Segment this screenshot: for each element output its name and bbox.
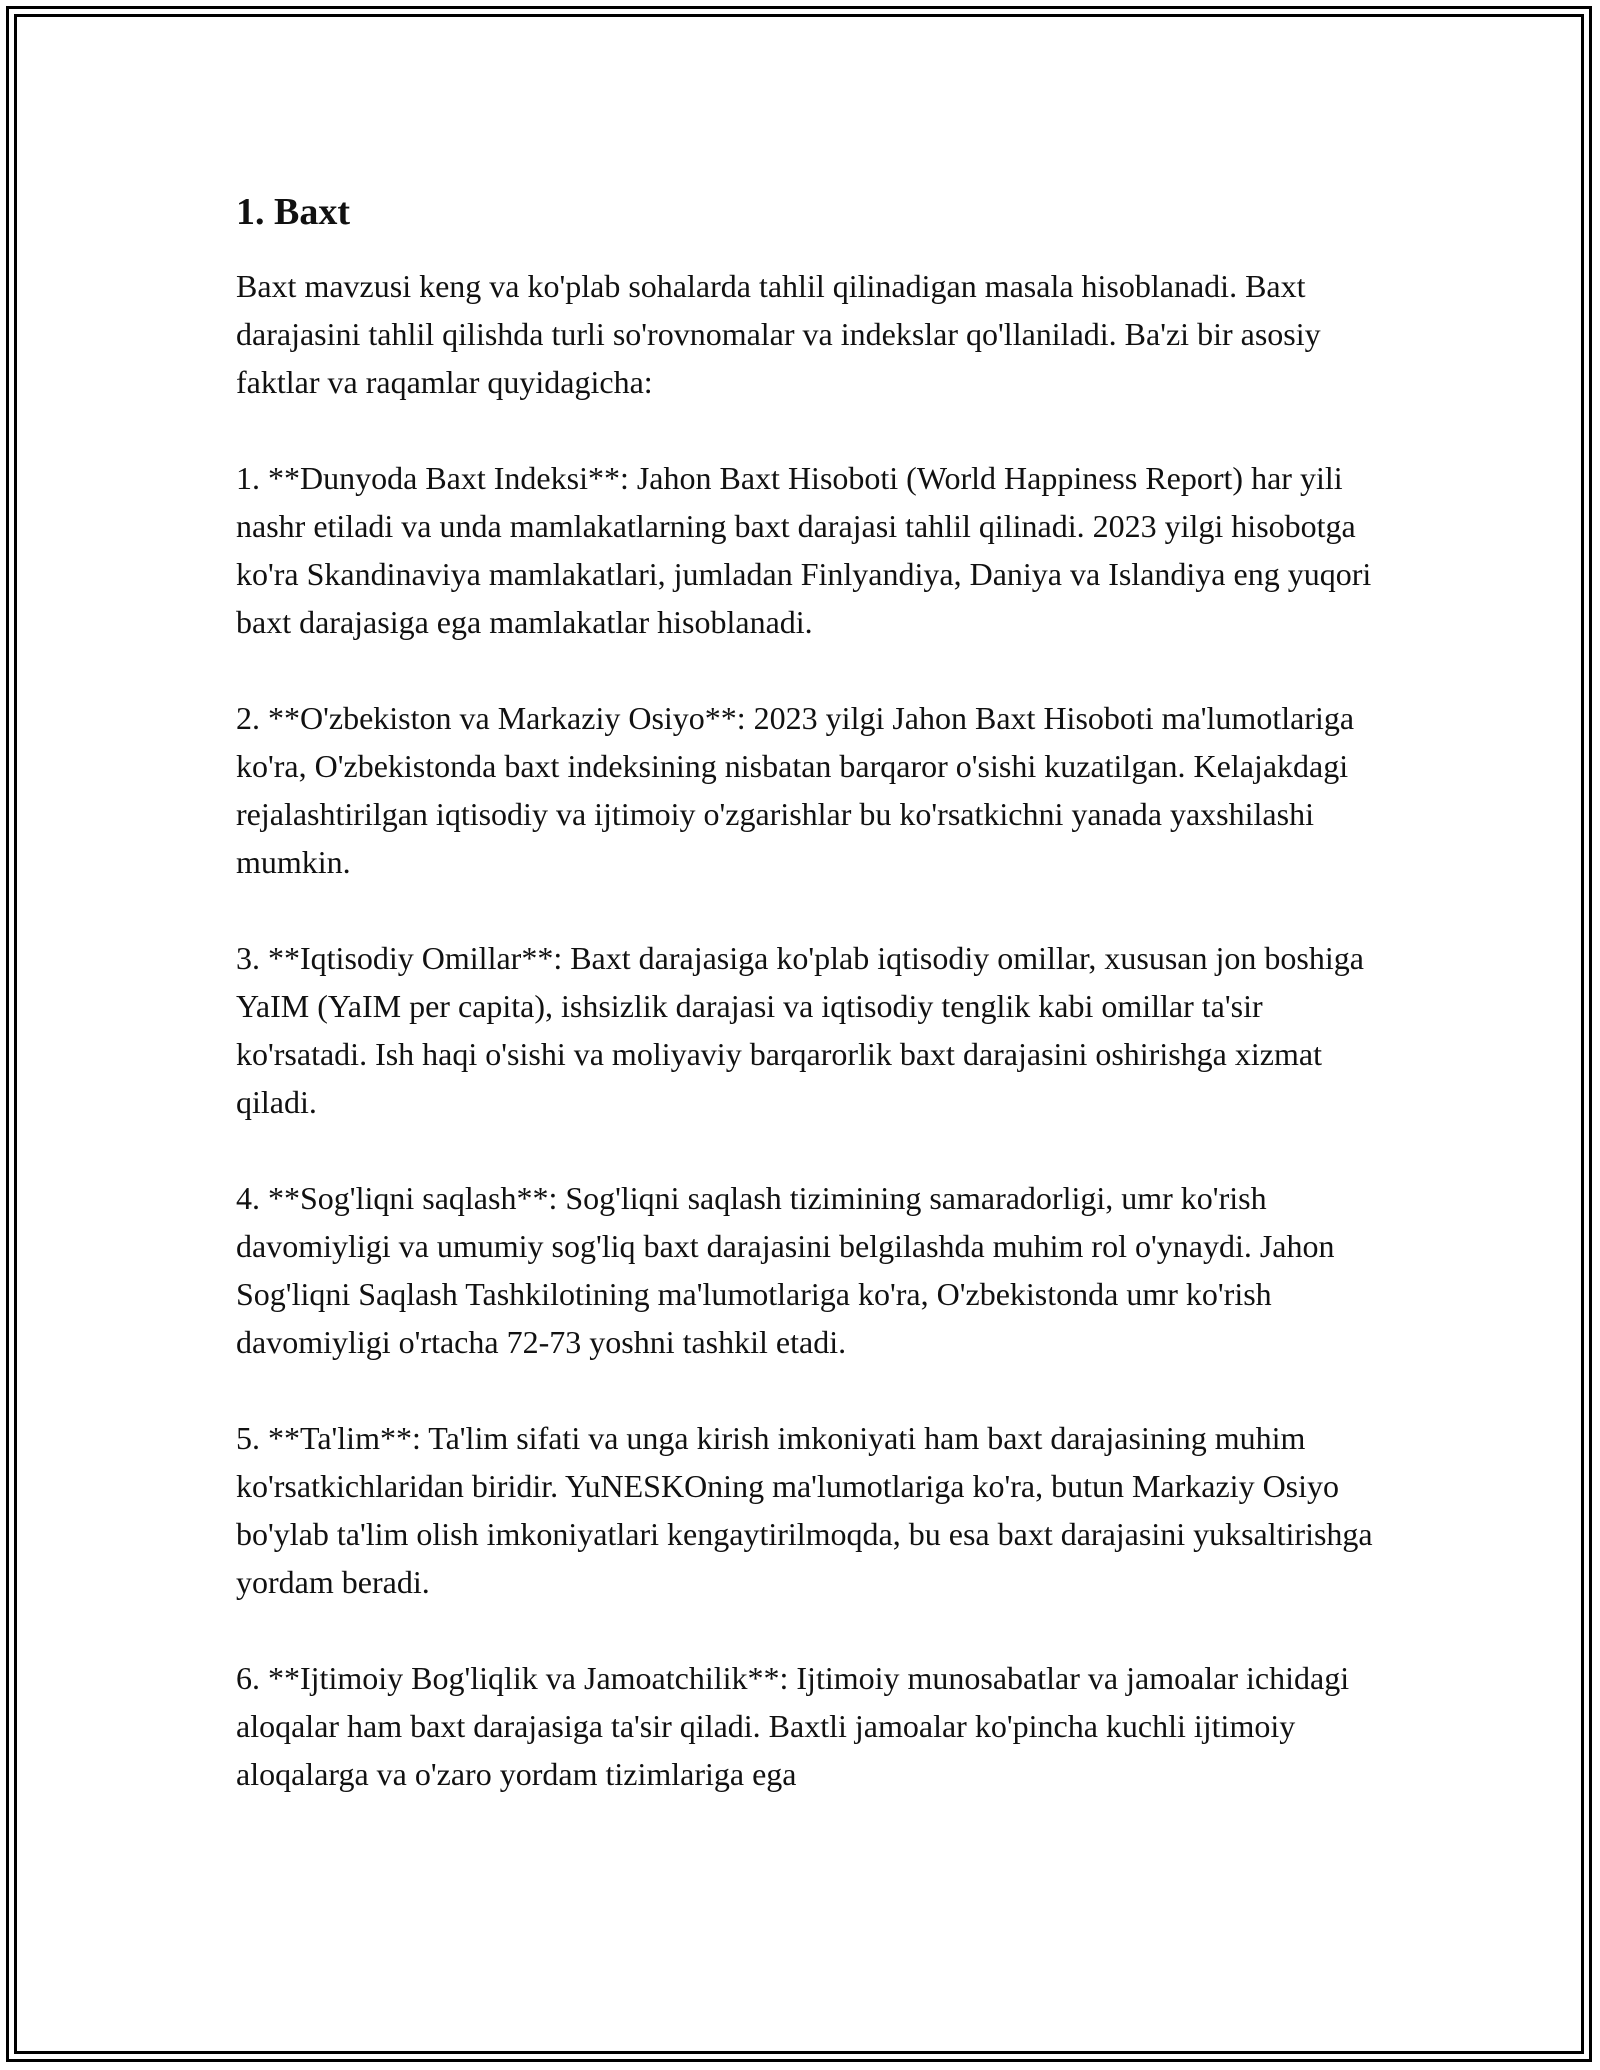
paragraph-social-connection: 6. **Ijtimoiy Bog'liqlik va Jamoatchilik**: Ijtimoiy munosabatlar va jamoalar ichidagi aloqalar ham baxt darajasiga ta'sir qiladi. Baxtli jamoalar ko'pincha kuchli ijtimoiy aloqalarga va o'zaro yordam tizimlariga ega [236,1660,1350,1792]
paragraph-education: 5. **Ta'lim**: Ta'lim sifati va unga kirish imkoniyati ham baxt darajasining muhim ko'rsatkichlaridan biridir. YuNESKOning ma'lumotlariga ko'ra, butun Markaziy Osiyo bo'ylab ta'lim olish imkoniyatlari kengaytirilmoqda, bu esa baxt darajasini yuksaltirishga yordam beradi. [236,1420,1373,1600]
paragraph-happiness-index: 1. **Dunyoda Baxt Indeksi**: Jahon Baxt Hisoboti (World Happiness Report) har yili nashr etiladi va unda mamlakatlarning baxt darajasi tahlil qilinadi. 2023 yilgi hisobotga ko'ra Skandinaviya mamlakatlari, jumladan Finlyandiya, Daniya va Islandiya eng yuqori baxt darajasiga ega mamlakatlar hisoblanadi. [236,460,1372,640]
paragraph-healthcare: 4. **Sog'liqni saqlash**: Sog'liqni saqlash tizimining samaradorligi, umr ko'rish davomiyligi va umumiy sog'liq baxt darajasini belgilashda muhim rol o'ynaydi. Jahon Sog'liqni Saqlash Tashkilotining ma'lumotlariga ko'ra, O'zbekistonda umr ko'rish davomiyligi o'rtacha 72-73 yoshni tashkil etadi. [236,1180,1335,1360]
section-heading: 1. Baxt [236,191,350,233]
paragraph-uzbekistan-central-asia: 2. **O'zbekiston va Markaziy Osiyo**: 2023 yilgi Jahon Baxt Hisoboti ma'lumotlariga ko'ra, O'zbekistonda baxt indeksining nisbatan barqaror o'sishi kuzatilgan. Kelajakdagi rejalashtirilgan iqtisodiy va ijtimoiy o'zgarishlar bu ko'rsatkichni yanada yaxshilashi mumkin. [236,700,1355,880]
document-body [236,188,1376,1798]
paragraph-economic-factors: 3. **Iqtisodiy Omillar**: Baxt darajasiga ko'plab iqtisodiy omillar, xususan jon boshiga YaIM (YaIM per capita), ishsizlik darajasi va iqtisodiy tenglik kabi omillar ta'sir ko'rsatadi. Ish haqi o'sishi va moliyaviy barqarorlik baxt darajasini oshirishga xizmat qiladi. [236,940,1364,1120]
intro-paragraph: Baxt mavzusi keng va ko'plab sohalarda tahlil qilinadigan masala hisoblanadi. Baxt darajasini tahlil qilishda turli so'rovnomalar va indekslar qo'llaniladi. Ba'zi bir asosiy faktlar va raqamlar quyidagicha: [236,268,1321,400]
